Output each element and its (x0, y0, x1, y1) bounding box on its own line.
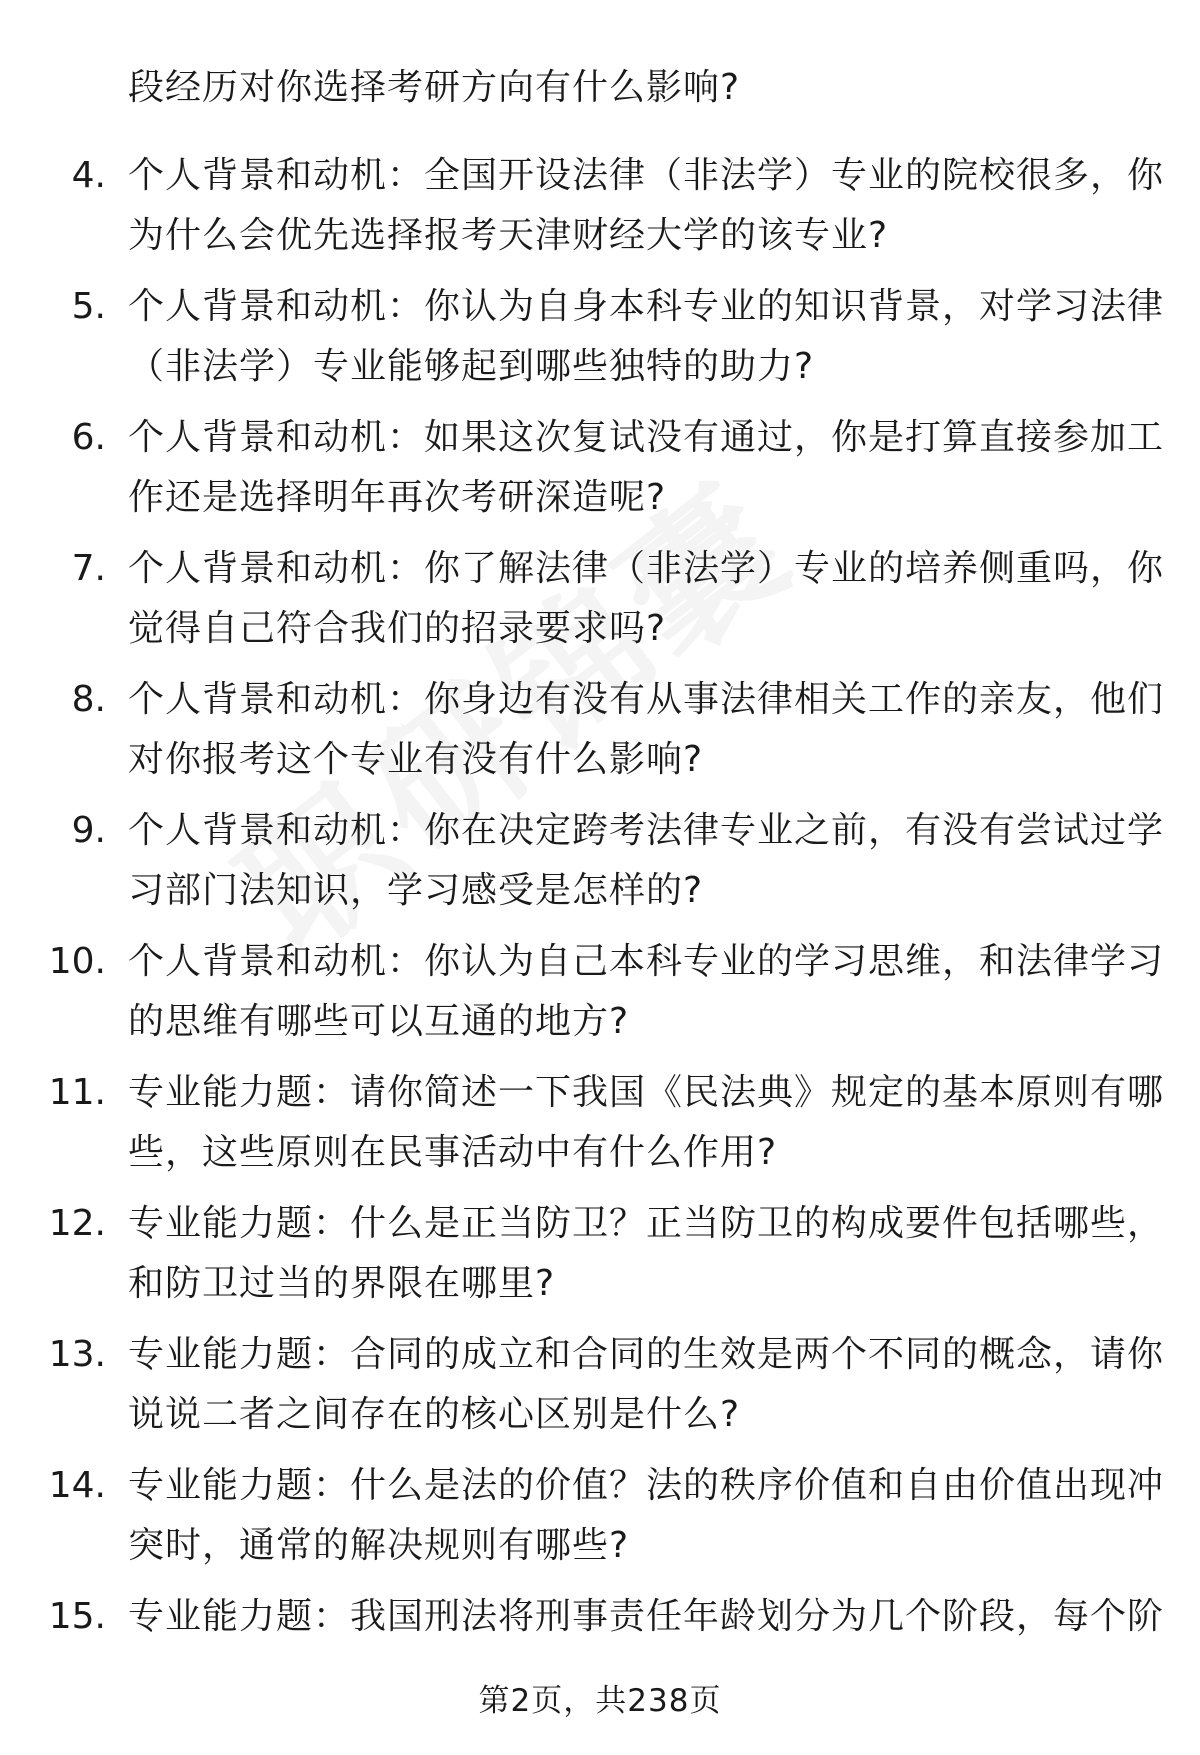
item-text (128, 932, 1165, 1052)
item-line: 为什么会优先选择报考天津财经大学的该专业? (128, 215, 889, 256)
list-item (0, 1063, 1200, 1173)
item-number: 14. (48, 1465, 106, 1506)
item-line: 专业能力题：请你简述一下我国《民法典》规定的基本原则有哪 (128, 1072, 1165, 1113)
list-item (0, 1194, 1200, 1304)
item-text (128, 277, 1165, 397)
item-number: 5. (71, 286, 106, 327)
item-text (128, 1456, 1165, 1576)
item-number: 8. (71, 679, 106, 720)
item-line: 专业能力题：我国刑法将刑事责任年龄划分为几个阶段，每个阶 (128, 1596, 1165, 1637)
item-number: 7. (71, 548, 106, 589)
item-line: 个人背景和动机：你了解法律（非法学）专业的培养侧重吗，你 (128, 548, 1165, 589)
item-line: 专业能力题：合同的成立和合同的生效是两个不同的概念，请你 (128, 1334, 1165, 1375)
page-footer: 第2页，共238页 (478, 1683, 722, 1719)
item-number: 10. (48, 941, 106, 982)
list-item (0, 277, 1200, 387)
item-text (128, 1587, 1165, 1647)
list-item (0, 932, 1200, 1042)
list-item (0, 670, 1200, 780)
list-item (0, 1456, 1200, 1566)
question-list (0, 146, 1200, 1647)
list-item (0, 1325, 1200, 1435)
item-text (128, 539, 1165, 659)
item-text (128, 670, 1165, 790)
item-text (128, 146, 1165, 266)
item-number: 6. (71, 417, 106, 458)
list-item (0, 539, 1200, 649)
item-number: 4. (71, 155, 106, 196)
item-line: 觉得自己符合我们的招录要求吗? (128, 608, 667, 649)
item-number: 12. (48, 1203, 106, 1244)
item-number: 9. (71, 810, 106, 851)
item-line: 习部门法知识，学习感受是怎样的? (128, 870, 704, 911)
item-line: 专业能力题：什么是正当防卫？正当防卫的构成要件包括哪些， (128, 1203, 1165, 1244)
continued-text: 段经历对你选择考研方向有什么影响? (128, 67, 741, 108)
item-line: 个人背景和动机：你身边有没有从事法律相关工作的亲友，他们 (128, 679, 1165, 720)
item-line: 对你报考这个专业有没有什么影响? (128, 739, 704, 780)
item-number: 13. (48, 1334, 106, 1375)
item-text (128, 1063, 1165, 1183)
item-line: 些，这些原则在民事活动中有什么作用? (128, 1132, 778, 1173)
list-item (0, 146, 1200, 256)
item-line: 个人背景和动机：你在决定跨考法律专业之前，有没有尝试过学 (128, 810, 1165, 851)
item-number: 15. (48, 1596, 106, 1637)
item-line: 个人背景和动机：全国开设法律（非法学）专业的院校很多，你 (128, 155, 1165, 196)
item-line: 突时，通常的解决规则有哪些? (128, 1525, 630, 1566)
item-line: 专业能力题：什么是法的价值？法的秩序价值和自由价值出现冲 (128, 1465, 1165, 1506)
item-number: 11. (48, 1072, 106, 1113)
item-text (128, 801, 1165, 921)
item-line: 个人背景和动机：你认为自己本科专业的学习思维，和法律学习 (128, 941, 1165, 982)
item-text (128, 1325, 1165, 1445)
list-item (0, 408, 1200, 518)
list-item (0, 1587, 1200, 1647)
item-line: 说说二者之间存在的核心区别是什么? (128, 1394, 741, 1435)
item-line: 作还是选择明年再次考研深造呢? (128, 477, 667, 518)
item-line: （非法学）专业能够起到哪些独特的助力? (128, 346, 815, 387)
item-line: 的思维有哪些可以互通的地方? (128, 1001, 630, 1042)
item-text (128, 1194, 1165, 1314)
item-line: 个人背景和动机：如果这次复试没有通过，你是打算直接参加工 (128, 417, 1165, 458)
list-item (0, 801, 1200, 911)
item-text (128, 408, 1165, 528)
item-line: 个人背景和动机：你认为自身本科专业的知识背景，对学习法律 (128, 286, 1165, 327)
item-line: 和防卫过当的界限在哪里? (128, 1263, 556, 1304)
